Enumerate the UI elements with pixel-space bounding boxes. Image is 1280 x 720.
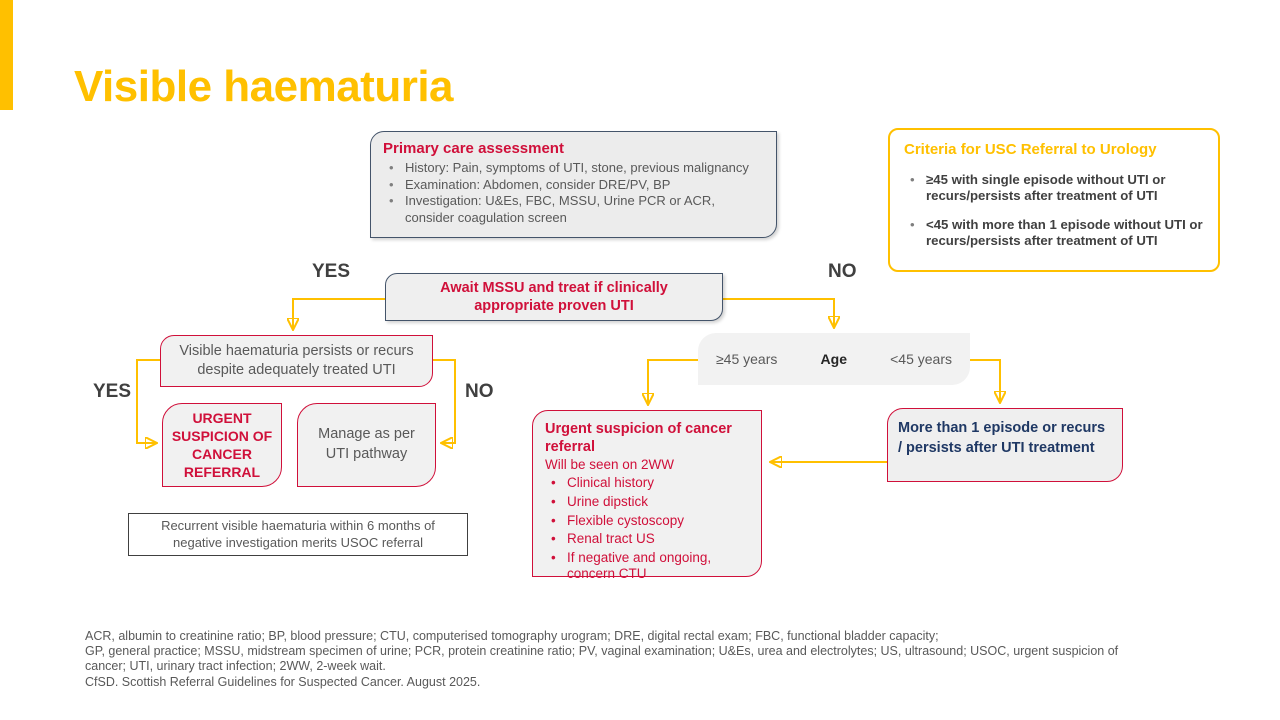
usc-referral-bullet: • If negative and ongoing, concern CTU xyxy=(545,550,749,582)
primary-care-bullet: • Investigation: U&Es, FBC, MSSU, Urine PCR or ACR, consider coagulation screen xyxy=(383,193,764,226)
manage-uti-pathway-text: Manage as per UTI pathway xyxy=(318,426,415,462)
recurrent-haematuria-note-text: Recurrent visible haematuria within 6 months of negative investigation merits USOC referral xyxy=(161,517,435,550)
await-mssu-text: Await MSSU and treat if clinically appropriate proven UTI xyxy=(440,279,668,314)
connector-age-lt45-to-more xyxy=(970,360,1000,402)
usc-criteria-bullet-list xyxy=(904,172,1204,249)
footnote-line: GP, general practice; MSSU, midstream specimen of urine; PCR, protein creatinine ratio; PV, vaginal examination; U&Es, urea and electrolytes; US, ultrasound; USOC, urgent suspicion of xyxy=(85,644,1119,659)
connector-age-ge45-to-usc xyxy=(648,360,698,404)
recurrent-haematuria-note xyxy=(128,513,468,556)
age-label: Age xyxy=(820,351,847,367)
connector-persists-yes-to-urgent xyxy=(137,360,160,443)
usc-referral-detail-box xyxy=(532,410,762,582)
footnote-line: ACR, albumin to creatinine ratio; BP, blood pressure; CTU, computerised tomography urogram; DRE, digital rectal exam; FBC, functional bladder capacity; xyxy=(85,629,939,643)
usc-referral-bullet: • Clinical history xyxy=(545,475,749,491)
haematuria-persists-text: Visible haematuria persists or recurs despite adequately treated UTI xyxy=(179,343,414,378)
age-decision-box xyxy=(698,333,970,385)
usc-criteria-bullet: • <45 with more than 1 episode without UTI or recurs/persists after treatment of UTI xyxy=(904,217,1204,249)
usc-referral-bullet-list xyxy=(545,475,749,582)
primary-care-bullet: • Examination: Abdomen, consider DRE/PV, BP xyxy=(383,177,764,194)
primary-care-bullet: • History: Pain, symptoms of UTI, stone, previous malignancy xyxy=(383,160,764,177)
haematuria-persists-box xyxy=(160,335,433,387)
usc-referral-title: Urgent suspicion of cancer referral xyxy=(545,421,732,455)
more-than-one-episode-text: More than 1 episode or recurs / persists after UTI treatment xyxy=(898,420,1106,456)
usc-criteria-bullet: • ≥45 with single episode without UTI or recurs/persists after treatment of UTI xyxy=(904,172,1204,204)
footnote-line: CfSD. Scottish Referral Guidelines for Suspected Cancer. August 2025. xyxy=(85,674,481,689)
connector-yes-to-persists xyxy=(293,299,385,329)
manage-uti-pathway-box xyxy=(297,403,436,487)
connector-persists-no-to-manage xyxy=(433,360,455,443)
urgent-suspicion-referral-box xyxy=(162,403,282,487)
label-no-right: NO xyxy=(465,381,494,402)
usc-referral-subtitle: Will be seen on 2WW xyxy=(545,457,675,473)
label-yes-top: YES xyxy=(312,261,351,282)
age-ge45-option: ≥45 years xyxy=(716,351,778,367)
usc-criteria-box xyxy=(888,128,1220,272)
primary-care-title: Primary care assessment xyxy=(383,140,564,157)
footnote-line: cancer; UTI, urinary tract infection; 2WW, 2-week wait. xyxy=(85,659,386,674)
urgent-suspicion-referral-text: URGENT SUSPICION OF CANCER REFERRAL xyxy=(171,409,273,481)
label-no-top: NO xyxy=(828,261,857,282)
usc-referral-bullet: • Urine dipstick xyxy=(545,494,749,510)
age-lt45-option: <45 years xyxy=(890,351,952,367)
footnote-abbreviations xyxy=(85,629,1215,690)
connector-no-to-age xyxy=(723,299,834,327)
primary-care-assessment-box xyxy=(370,131,777,238)
more-than-one-episode-box xyxy=(887,408,1123,482)
page-title: Visible haematuria xyxy=(74,62,454,111)
usc-referral-bullet: • Flexible cystoscopy xyxy=(545,513,749,529)
primary-care-bullet-list xyxy=(383,160,764,227)
await-mssu-box xyxy=(385,273,723,321)
left-accent-bar xyxy=(0,0,13,110)
label-yes-left: YES xyxy=(93,381,132,402)
usc-referral-bullet: • Renal tract US xyxy=(545,531,749,547)
usc-criteria-title: Criteria for USC Referral to Urology xyxy=(904,141,1157,158)
